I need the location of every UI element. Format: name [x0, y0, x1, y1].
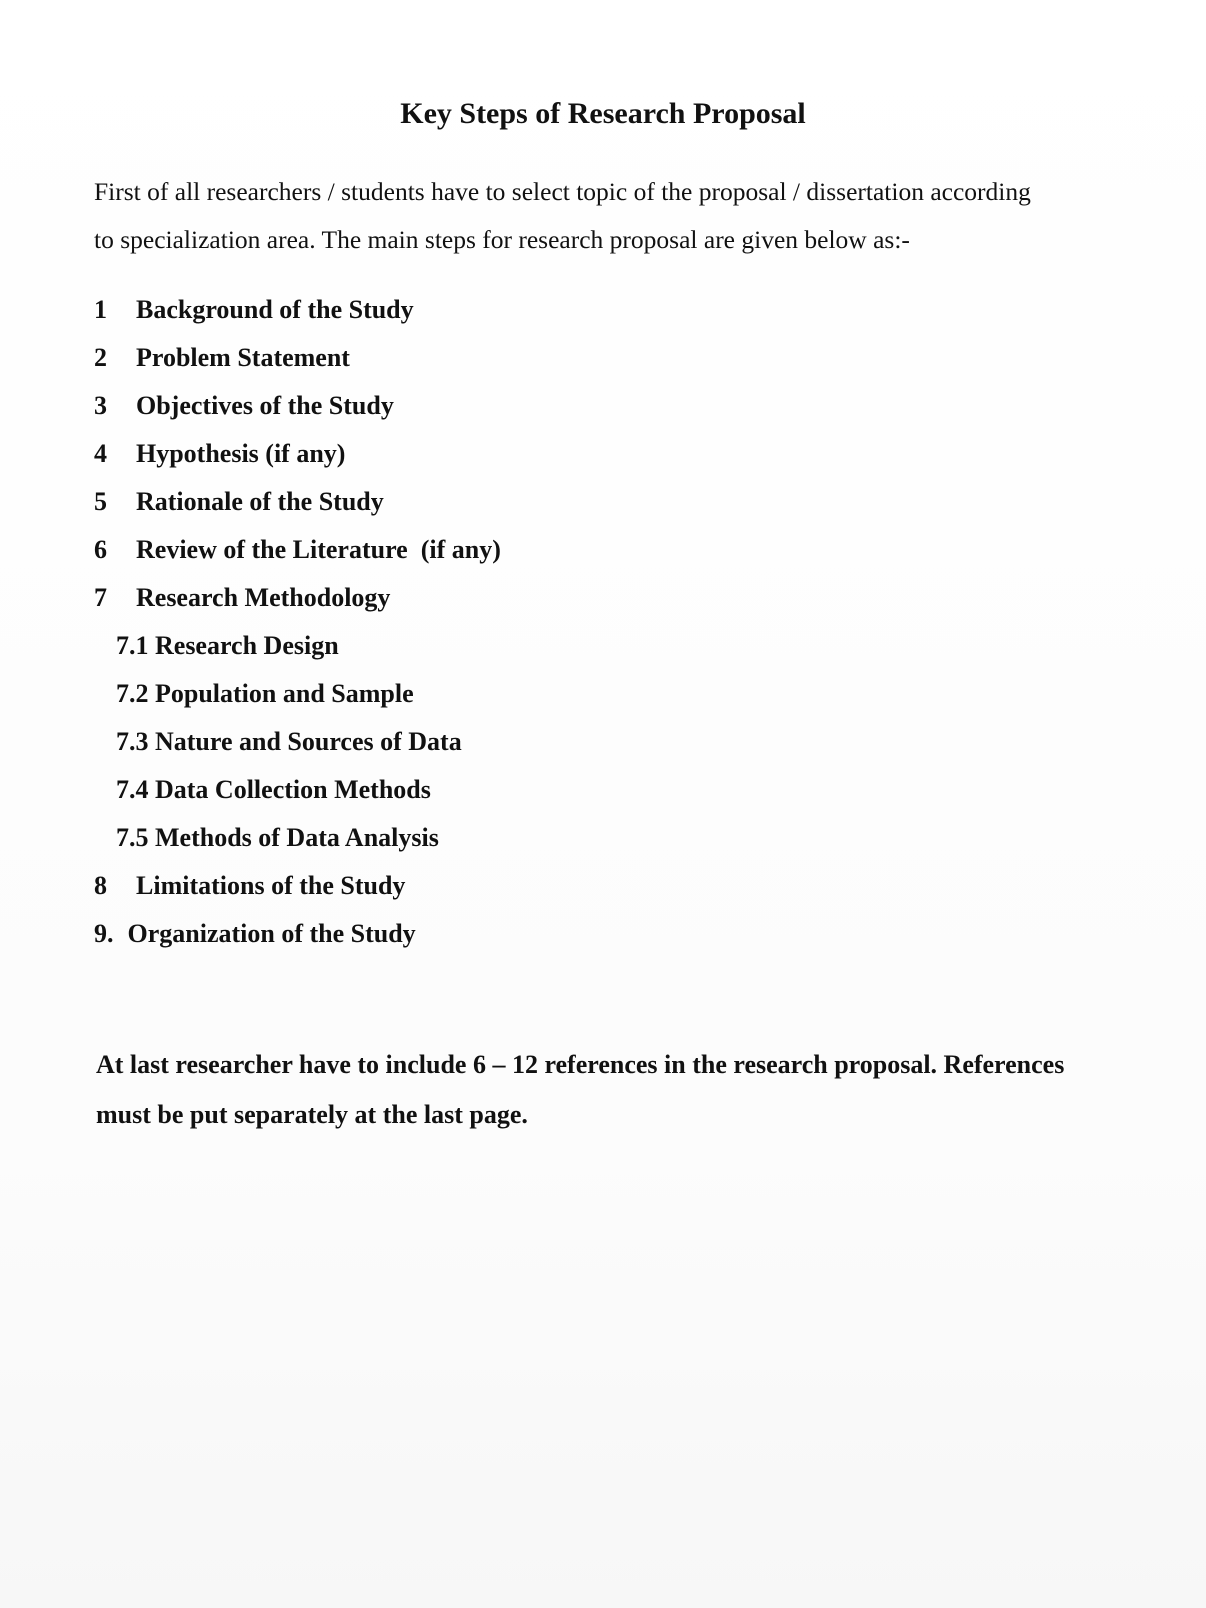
list-item [94, 430, 794, 478]
page-title: Key Steps of Research Proposal [400, 97, 806, 130]
step-label: Rationale of the Study [136, 487, 384, 516]
step-label: Review of the Literature (if any) [136, 535, 501, 564]
sub-list-item [94, 622, 794, 670]
step-number: 4 [94, 439, 107, 468]
substep-label: Research Design [155, 631, 339, 660]
list-item [94, 910, 794, 958]
substep-number: 7.4 [116, 775, 149, 804]
step-number: 5 [94, 487, 107, 516]
closing-paragraph [96, 1040, 1196, 1140]
list-item [94, 862, 794, 910]
intro-line: to specialization area. The main steps for research proposal are given below as:- [94, 225, 910, 254]
step-label: Objectives of the Study [136, 391, 394, 420]
substep-number: 7.3 [116, 727, 149, 756]
list-item [94, 526, 794, 574]
list-item [94, 334, 794, 382]
steps-list [94, 286, 794, 958]
step-number: 8 [94, 871, 107, 900]
sub-list-item [94, 670, 794, 718]
intro-paragraph [94, 168, 1144, 264]
step-number: 9. [94, 919, 114, 948]
sub-list-item [94, 814, 794, 862]
sub-list-item [94, 718, 794, 766]
substep-number: 7.1 [116, 631, 149, 660]
substep-number: 7.2 [116, 679, 149, 708]
substep-label: Population and Sample [155, 679, 414, 708]
substep-label: Nature and Sources of Data [155, 727, 462, 756]
substep-label: Methods of Data Analysis [155, 823, 439, 852]
sub-list-item [94, 766, 794, 814]
intro-line: First of all researchers / students have to select topic of the proposal / dissertation according [94, 177, 1031, 206]
step-label: Problem Statement [136, 343, 350, 372]
closing-line: must be put separately at the last page. [96, 1100, 528, 1129]
closing-line: At last researcher have to include 6 – 12 references in the research proposal. References [96, 1050, 1065, 1079]
list-item [94, 286, 794, 334]
list-item [94, 382, 794, 430]
list-item [94, 478, 794, 526]
step-label: Hypothesis (if any) [136, 439, 346, 468]
step-number: 7 [94, 583, 107, 612]
step-number: 3 [94, 391, 107, 420]
step-number: 2 [94, 343, 107, 372]
substep-label: Data Collection Methods [155, 775, 431, 804]
step-number: 6 [94, 535, 107, 564]
substep-number: 7.5 [116, 823, 149, 852]
step-number: 1 [94, 295, 107, 324]
step-label: Research Methodology [136, 583, 391, 612]
step-label: Organization of the Study [127, 919, 416, 948]
list-item [94, 574, 794, 622]
step-label: Background of the Study [136, 295, 414, 324]
step-label: Limitations of the Study [136, 871, 406, 900]
